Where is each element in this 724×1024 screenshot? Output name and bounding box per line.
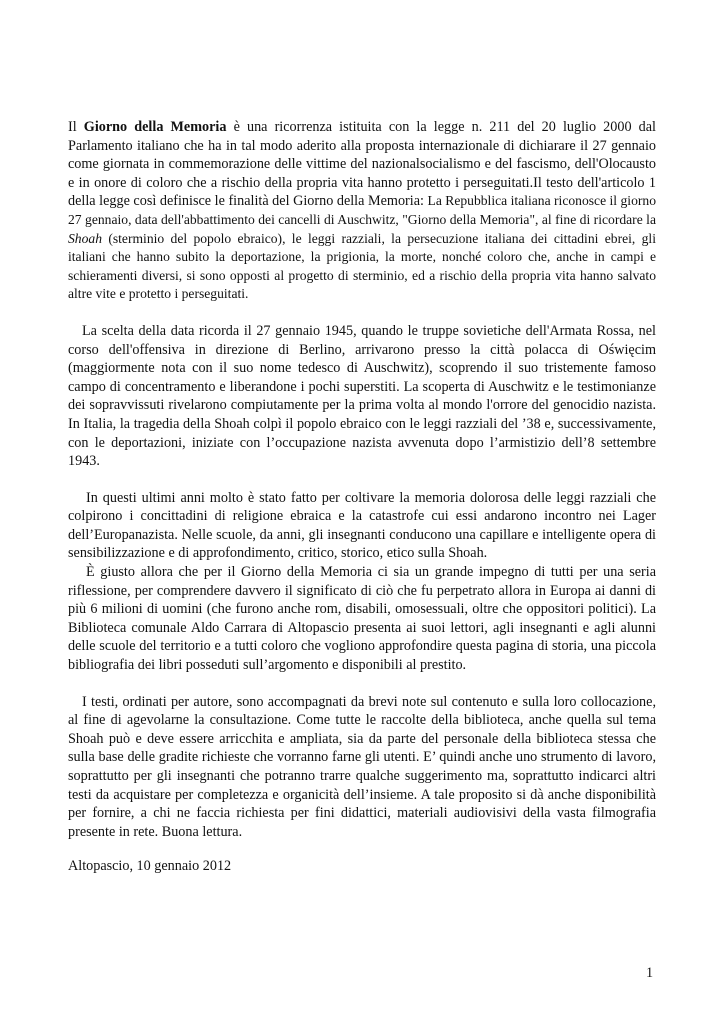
paragraph-intro <box>68 118 656 304</box>
intro-prefix: Il <box>68 119 84 135</box>
shoah-italic: Shoah <box>68 230 102 246</box>
document-body <box>68 118 656 841</box>
place-and-date: Altopascio, 10 gennaio 2012 <box>68 858 232 874</box>
paragraph-date-choice: La scelta della data ricorda il 27 gennaio 1945, quando le truppe sovietiche dell'Armata Rossa, nel corso dell'offensiva in direzione di Berlino, arrivarono presso la città polacca di Oświęcim (maggiormente nota con il suo nome tedesco di Auschwitz), scoprendo il suo tristemente famoso campo di concentramento e liberandone i pochi superstiti. La scoperta di Auschwitz e le testimonianze dei sopravvissuti rivelarono compiutamente per la prima volta al mondo l'orrore del genocidio nazista. In Italia, la tragedia della Shoah colpì il popolo ebraico con le leggi razziali del ’38 e, successivamente, con le deportazioni, iniziate con l’occupazione nazista avvenuta dopo l’armistizio dell’8 settembre 1943. <box>68 322 656 470</box>
law-quote-end: (sterminio del popolo ebraico), le leggi razziali, la persecuzione italiana dei cittadini ebrei, gli italiani che hanno subito la deportazione, la prigionia, la morte, nonché coloro che, anche in campi e schieramenti diversi, si sono opposti al progetto di sterminio, ed a rischio della propria vita hanno salvato altre vite e protetto i perseguitati. <box>68 230 656 302</box>
page-number: 1 <box>646 965 654 981</box>
paragraph-recent-years: In questi ultimi anni molto è stato fatto per coltivare la memoria dolorosa delle leggi razziali che colpirono i concittadini di religione ebraica e la catastrofe cui essi andarono incontro nei Lager dell’Europanazista. Nelle scuole, da anni, gli insegnanti conducono una capillare e intelligente opera di sensibilizzazione e di approfondimento, critico, storico, etico sulla Shoah. <box>68 489 656 562</box>
giorno-della-memoria-bold: Giorno della Memoria <box>83 119 227 135</box>
intro-text: è una ricorrenza istituita con la legge n. 211 del 20 luglio 2000 dal Parlamento italiano che ha in tal modo aderito alla proposta internazionale di dichiarare il 27 gennaio come giornata in commemorazione delle vittime del nazionalsocialismo e del fascismo, dell'Olocausto e in onore di coloro che a rischio della propria vita hanno protetto i perseguitati.Il testo dell'articolo 1 della legge così definisce le finalità del Giorno della Memoria: <box>68 119 656 210</box>
paragraph-commitment: È giusto allora che per il Giorno della Memoria ci sia un grande impegno di tutti per una seria riflessione, per comprendere davvero il significato di ciò che fu perpetrato allora in Europa ai danni di più 6 milioni di uomini (che furono anche rom, disabili, omosessuali, oltre che oppositori politici). La Biblioteca comunale Aldo Carrara di Altopascio presenta ai suoi lettori, agli insegnanti e agli alunni delle scuole del territorio e a tutti coloro che vogliono approfondire questa pagina di storia, una piccola bibliografia dei libri posseduti sull’argomento e disponibili al prestito. <box>68 564 656 674</box>
law-quote-start: La Repubblica italiana riconosce il giorno 27 gennaio, data dell'abbattimento dei cancelli di Auschwitz, "Giorno della Memoria", al fine di ricordare la <box>68 193 656 227</box>
paragraph-texts: I testi, ordinati per autore, sono accompagnati da brevi note sul contenuto e sulla loro collocazione, al fine di agevolarne la consultazione. Come tutte le raccolte della biblioteca, anche quella sul tema Shoah può e deve essere arricchita e ampliata, sia da parte del personale della biblioteca stessa che sulla base delle gradite richieste che vorranno farne gli utenti. E’ quindi anche uno strumento di lavoro, soprattutto per gli insegnanti che potranno trarre qualche suggerimento ma, soprattutto indicarci altri testi da acquistare per completezza e organicità dell’insieme. A tale proposito si dà anche disponibilità per fornire, a chi ne faccia richiesta per fini didattici, materiali audiovisivi della vasta filmografia presente in rete. Buona lettura. <box>68 693 656 840</box>
